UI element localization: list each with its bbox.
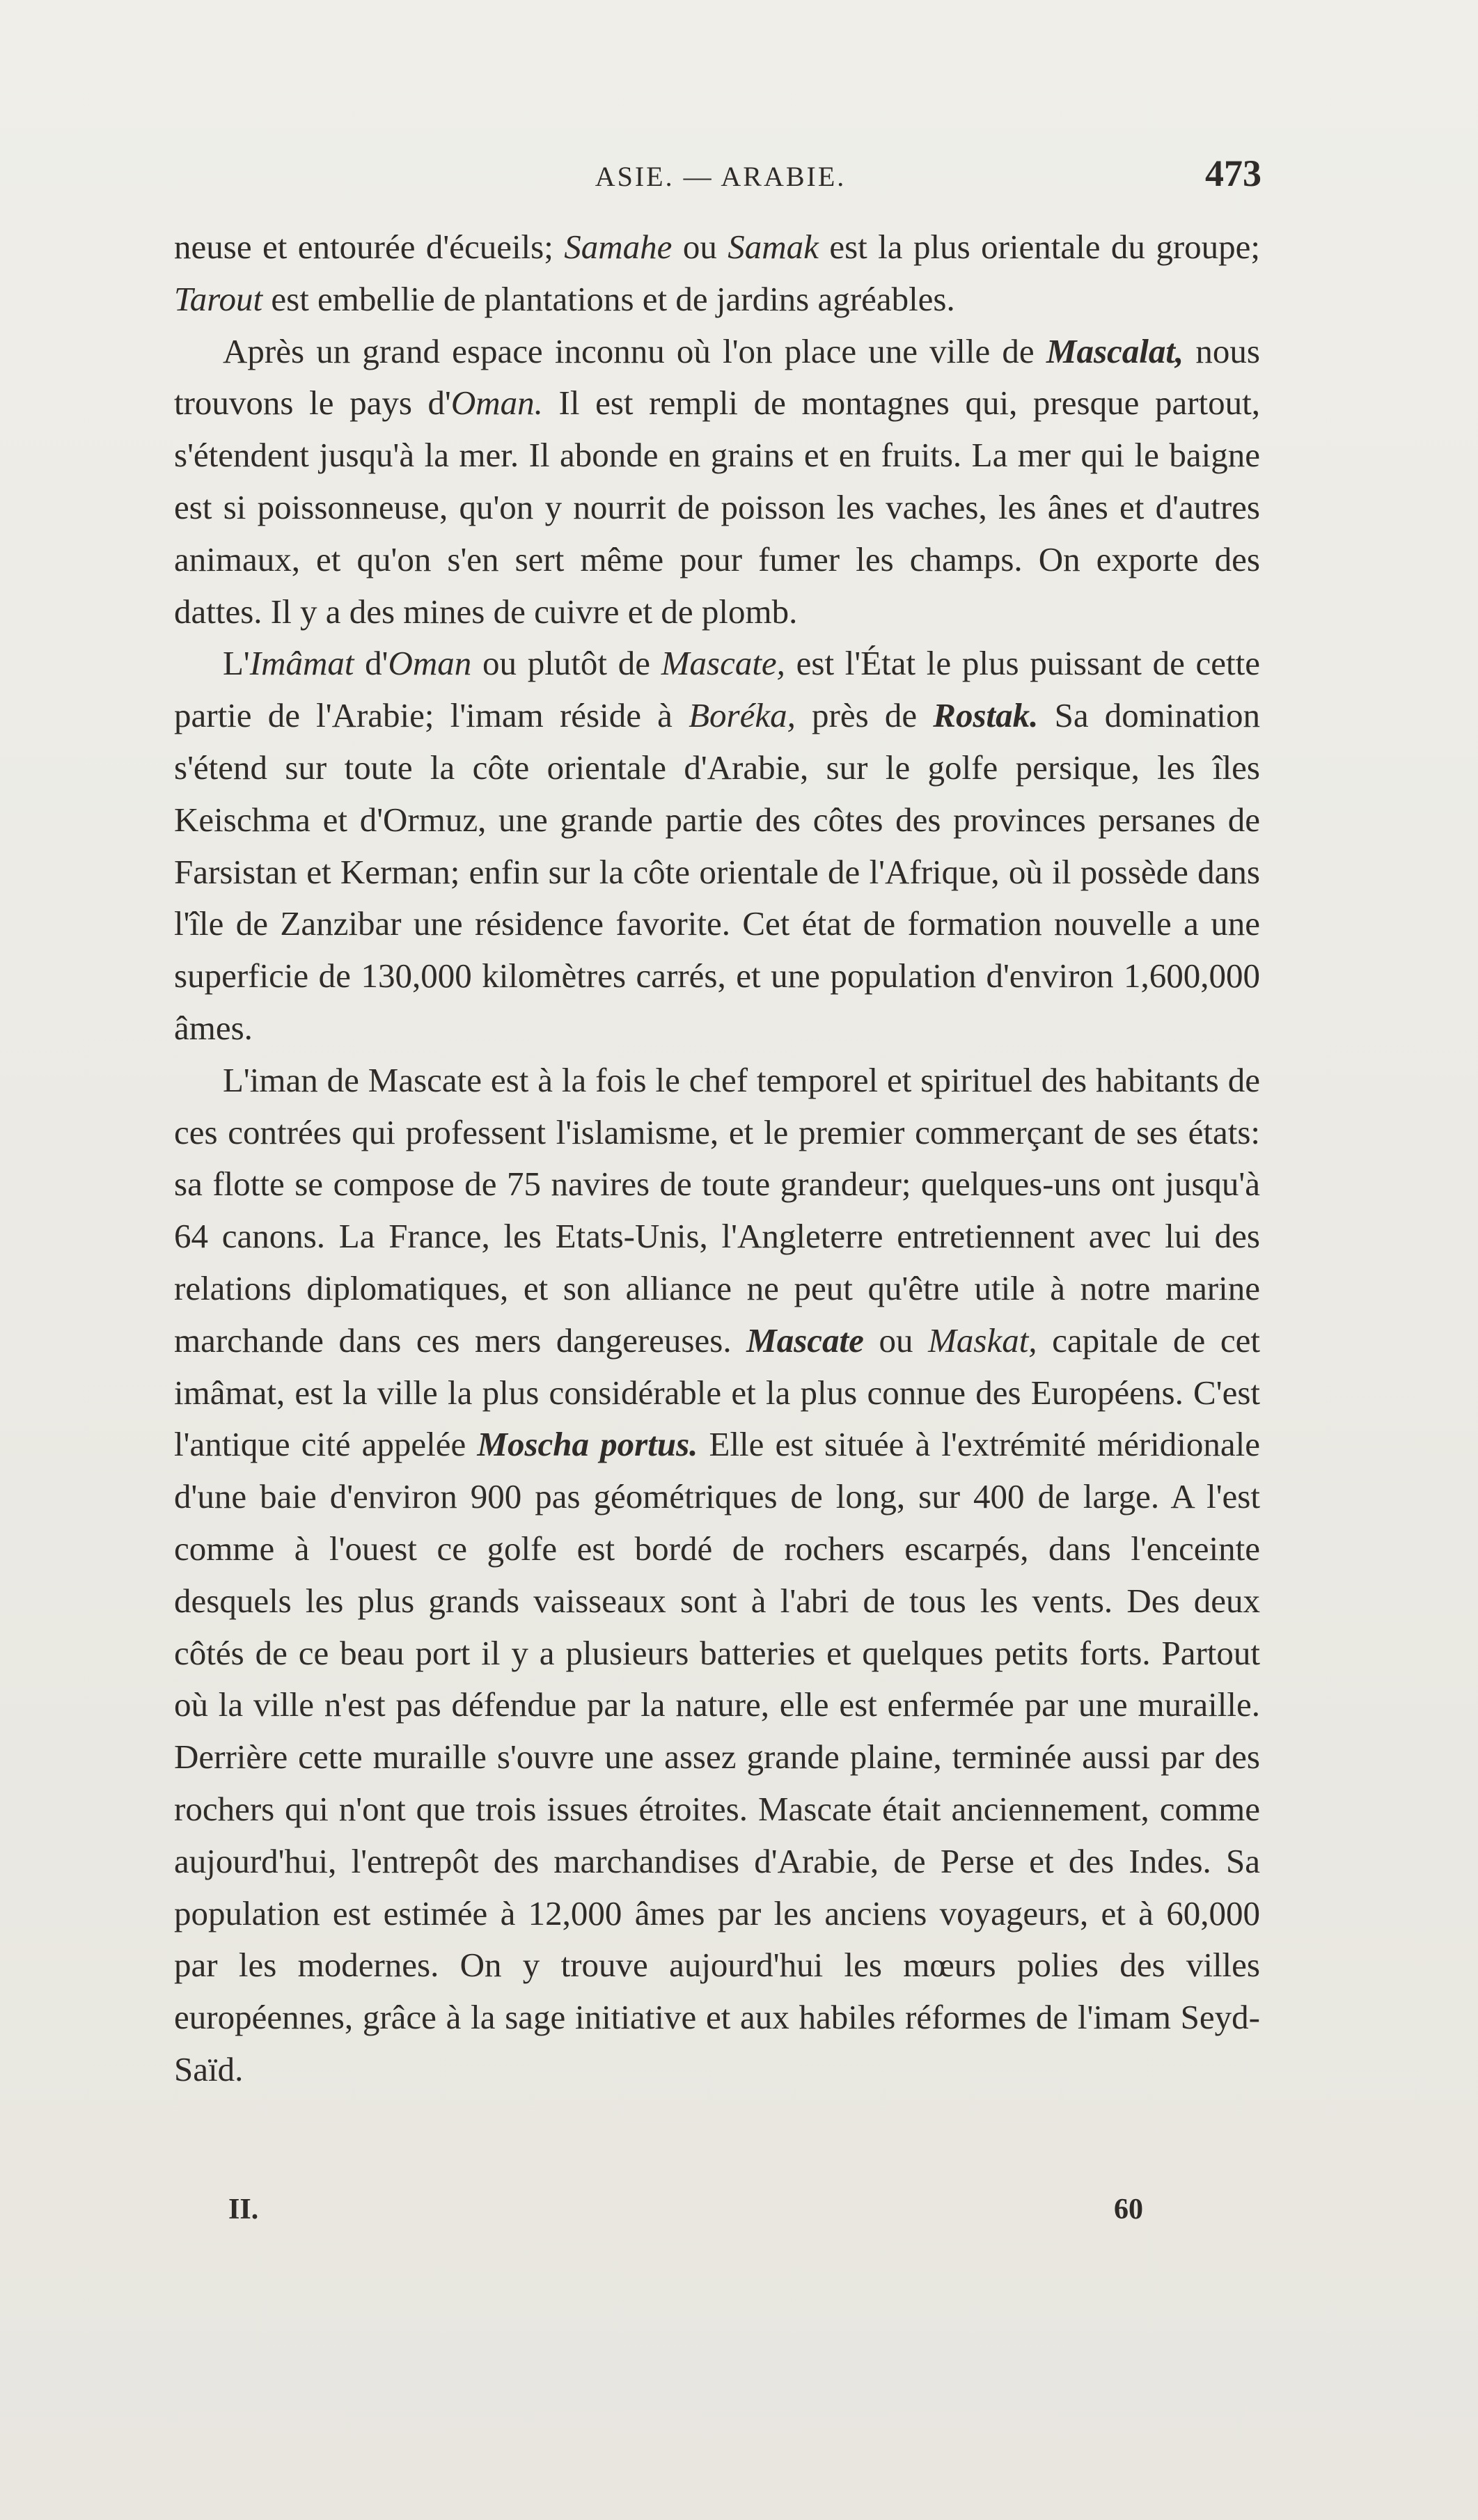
printer-signature: [174, 2193, 1260, 2242]
text-run: Sa domination s'étend sur toute la côte orientale d'Arabie, sur le golfe persique, les îles Keischma et d'Ormuz, une grande partie des côtes des provinces persanes de Farsistan et Kerman; enfin sur la côte orientale de l'Afrique, où il possède dans l'île de Zanzibar une résidence favorite. Cet état de formation nouvelle a une superficie de 130,000 kilomètres carrés, et une population d'environ 1,600,000 âmes.: [174, 696, 1260, 1047]
paragraph: [174, 638, 1260, 1054]
emphasized-term: Imâmat: [249, 644, 354, 683]
emphasized-term: Moscha portus.: [477, 1425, 698, 1464]
emphasized-term: Maskat,: [928, 1321, 1037, 1360]
text-run: nous trouvons le pays d': [174, 331, 1260, 423]
text-run: est embellie de plantations et de jardins agréables.: [262, 279, 955, 318]
page-number: 473: [1205, 152, 1261, 194]
paragraph: [174, 1055, 1260, 2096]
emphasized-term: Boréka,: [689, 696, 796, 735]
text-run: d': [354, 644, 388, 683]
emphasized-term: Tarout: [174, 279, 263, 318]
paragraph: [174, 326, 1260, 638]
text-run: L'iman de Mascate est à la fois le chef temporel et spirituel des habitants de ces contrées qui professent l'islamisme, et le premier commerçant de ses états: sa flotte se compose de 75 navires de toute grandeur; quelques-uns ont jusqu'à 64 canons. La France, les Etats-Unis, l'Angleterre entretiennent avec lui des relations diplomatiques, et son alliance ne peut qu'être utile à notre marine marchande dans ces mers dangereuses.: [174, 1060, 1260, 1360]
emphasized-term: Samak: [728, 228, 819, 266]
text-run: Il est rempli de montagnes qui, presque partout, s'étendent jusqu'à la mer. Il abonde en grains et en fruits. La mer qui le baigne est si poissonneuse, qu'on y nourrit de poisson les vaches, les ânes et d'autres animaux, et qu'on s'en sert même pour fumer les champs. On exporte des dattes. Il y a des mines de cuivre et de plomb.: [174, 384, 1260, 631]
emphasized-term: Oman.: [450, 384, 543, 423]
text-run: est la plus orientale du groupe;: [818, 228, 1260, 266]
text-run: L': [223, 644, 250, 683]
running-title: ASIE. — ARABIE.: [595, 161, 847, 192]
text-run: Après un grand espace inconnu où l'on place une ville de: [223, 331, 1046, 370]
text-run: ou plutôt de: [471, 644, 661, 683]
body-text: [174, 221, 1260, 2096]
paragraph: [174, 221, 1260, 326]
text-run: neuse et entourée d'écueils;: [174, 228, 565, 266]
text-run: Elle est située à l'extrémité méridionale d'une baie d'environ 900 pas géométriques de long, sur 400 de large. A l'est comme à l'ouest ce golfe est bordé de rochers escarpés, dans l'enceinte desquels les plus grands vaisseaux sont à l'abri de tous les vents. Des deux côtés de ce beau port il y a plusieurs batteries et quelques petits forts. Partout où la ville n'est pas défendue par la nature, elle est enfermée par une muraille. Derrière cette muraille s'ouvre une assez grande plaine, terminée aussi par des rochers qui n'ont que trois issues étroites. Mascate était anciennement, comme aujourd'hui, l'entrepôt des marchandises d'Arabie, de Perse et des Indes. Sa population est estimée à 12,000 âmes par les anciens voyageurs, et à 60,000 par les modernes. On y trouve aujourd'hui les mœurs polies des villes européennes, grâce à la sage initiative et aux habiles réformes de l'imam Seyd-Saïd.: [174, 1425, 1260, 2088]
text-run: près de: [795, 696, 934, 735]
emphasized-term: Mascate,: [661, 644, 785, 683]
emphasized-term: Samahe: [564, 228, 673, 266]
emphasized-term: Mascate: [746, 1321, 864, 1360]
text-run: est l'État le plus puissant de cette partie de l'Arabie; l'imam réside à: [174, 644, 1260, 735]
emphasized-term: Mascalat,: [1046, 331, 1184, 370]
text-run: ou: [672, 228, 728, 266]
text-run: ou: [863, 1321, 929, 1360]
signature-volume: II.: [228, 2194, 259, 2226]
signature-sheet: 60: [1114, 2194, 1143, 2226]
emphasized-term: Oman: [388, 644, 472, 683]
text-run: capitale de cet imâmat, est la ville la plus considérable et la plus connue des Européens. C'est l'antique cité appelée: [174, 1321, 1260, 1464]
emphasized-term: Rostak.: [933, 696, 1039, 735]
running-header: [174, 152, 1267, 200]
